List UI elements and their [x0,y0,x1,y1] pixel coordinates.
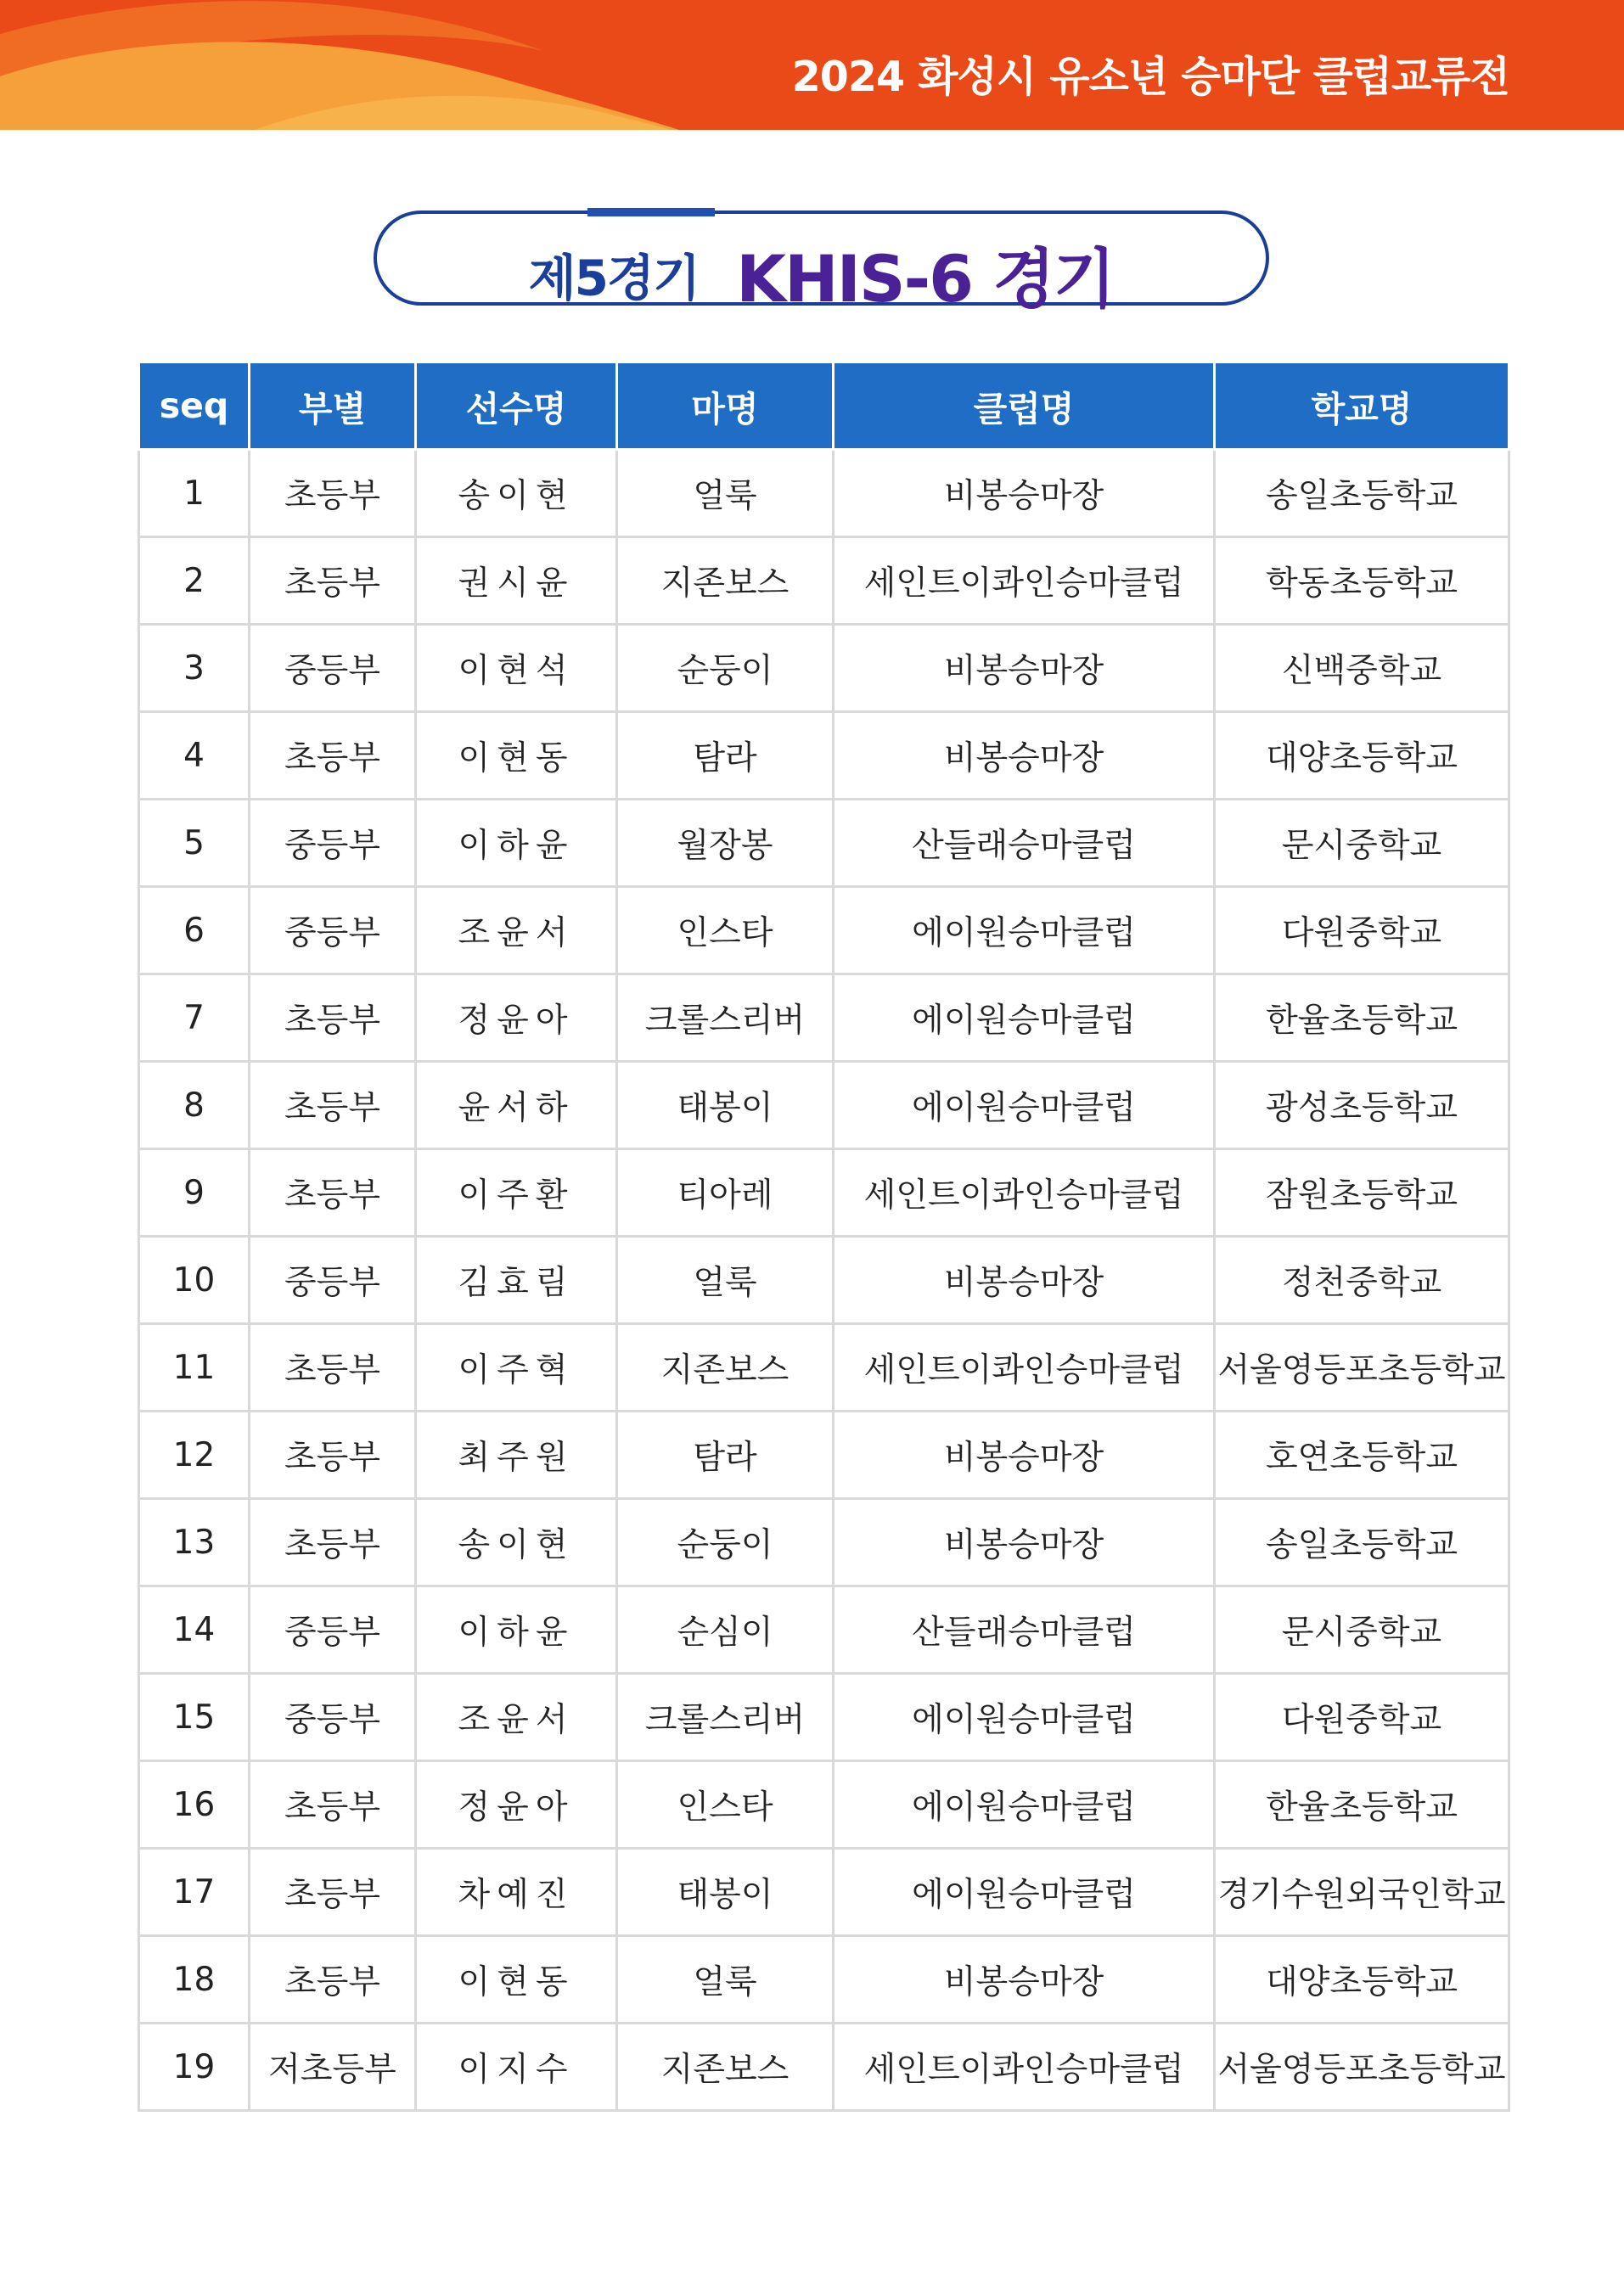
column-header-rider: 선수명 [416,362,617,450]
title-accent-bar [587,208,715,216]
horse-name-cell: 태봉이 [617,1849,834,1936]
school-name-cell: 정천중학교 [1215,1237,1509,1324]
column-header-seq: seq [139,362,250,450]
table-row [139,1324,1509,1412]
column-header-division: 부별 [250,362,416,450]
horse-name-cell: 태봉이 [617,1062,834,1149]
club-name-cell: 비봉승마장 [834,1936,1215,2024]
table-row [139,1149,1509,1237]
horse-name-cell: 얼룩 [617,450,834,537]
seq-cell: 13 [139,1499,250,1586]
club-name-cell: 에이원승마클럽 [834,1761,1215,1849]
table-row [139,1062,1509,1149]
division-cell: 초등부 [250,1761,416,1849]
rider-name-cell: 김효림 [416,1237,617,1324]
division-cell: 초등부 [250,712,416,800]
division-cell: 저초등부 [250,2024,416,2111]
table-row [139,800,1509,887]
table-row [139,887,1509,974]
club-name-cell: 비봉승마장 [834,1499,1215,1586]
seq-cell: 12 [139,1412,250,1499]
division-cell: 중등부 [250,1237,416,1324]
rider-name-cell: 이하윤 [416,800,617,887]
school-name-cell: 신백중학교 [1215,625,1509,712]
division-cell: 초등부 [250,1062,416,1149]
rider-name-cell: 조윤서 [416,1674,617,1761]
seq-cell: 9 [139,1149,250,1237]
division-cell: 초등부 [250,1324,416,1412]
table-row [139,974,1509,1062]
header-banner [0,0,1624,130]
school-name-cell: 경기수원외국인학교 [1215,1849,1509,1936]
horse-name-cell: 크롤스리버 [617,974,834,1062]
table-row [139,1412,1509,1499]
horse-name-cell: 순둥이 [617,625,834,712]
column-header-club: 클럽명 [834,362,1215,450]
club-name-cell: 비봉승마장 [834,625,1215,712]
horse-name-cell: 지존보스 [617,2024,834,2111]
horse-name-cell: 티아레 [617,1149,834,1237]
division-cell: 초등부 [250,537,416,625]
horse-name-cell: 인스타 [617,1761,834,1849]
horse-name-cell: 얼룩 [617,1936,834,2024]
club-name-cell: 에이원승마클럽 [834,1062,1215,1149]
seq-cell: 19 [139,2024,250,2111]
rider-name-cell: 권시윤 [416,537,617,625]
division-cell: 초등부 [250,1849,416,1936]
rider-name-cell: 이현석 [416,625,617,712]
school-name-cell: 문시중학교 [1215,1586,1509,1674]
club-name-cell: 비봉승마장 [834,712,1215,800]
table-row [139,1761,1509,1849]
rider-name-cell: 이현동 [416,1936,617,2024]
column-header-school: 학교명 [1215,362,1509,450]
school-name-cell: 대양초등학교 [1215,712,1509,800]
table-row [139,1499,1509,1586]
rider-name-cell: 윤서하 [416,1062,617,1149]
roster-table [138,361,1510,2112]
club-name-cell: 비봉승마장 [834,1237,1215,1324]
game-title-box [374,211,1269,317]
school-name-cell: 송일초등학교 [1215,1499,1509,1586]
table-row [139,1849,1509,1936]
school-name-cell: 호연초등학교 [1215,1412,1509,1499]
seq-cell: 11 [139,1324,250,1412]
rider-name-cell: 송이현 [416,450,617,537]
table-row [139,450,1509,537]
horse-name-cell: 지존보스 [617,537,834,625]
division-cell: 초등부 [250,1149,416,1237]
club-name-cell: 비봉승마장 [834,1412,1215,1499]
horse-name-cell: 크롤스리버 [617,1674,834,1761]
school-name-cell: 한율초등학교 [1215,974,1509,1062]
rider-name-cell: 이주환 [416,1149,617,1237]
horse-name-cell: 인스타 [617,887,834,974]
table-row [139,625,1509,712]
rider-name-cell: 정윤아 [416,974,617,1062]
school-name-cell: 한율초등학교 [1215,1761,1509,1849]
rider-name-cell: 차예진 [416,1849,617,1936]
table-row [139,1237,1509,1324]
game-name: KHIS-6 경기 [736,241,1115,317]
school-name-cell: 대양초등학교 [1215,1936,1509,2024]
seq-cell: 16 [139,1761,250,1849]
club-name-cell: 에이원승마클럽 [834,1674,1215,1761]
school-name-cell: 광성초등학교 [1215,1062,1509,1149]
event-title: 2024 화성시 유소년 승마단 클럽교류전 [791,53,1509,101]
seq-cell: 10 [139,1237,250,1324]
seq-cell: 3 [139,625,250,712]
seq-cell: 1 [139,450,250,537]
division-cell: 초등부 [250,974,416,1062]
division-cell: 중등부 [250,1674,416,1761]
seq-cell: 5 [139,800,250,887]
division-cell: 중등부 [250,1586,416,1674]
horse-name-cell: 월장봉 [617,800,834,887]
club-name-cell: 세인트이콰인승마클럽 [834,537,1215,625]
table-row [139,1936,1509,2024]
seq-cell: 18 [139,1936,250,2024]
column-header-horse: 마명 [617,362,834,450]
school-name-cell: 서울영등포초등학교 [1215,2024,1509,2111]
club-name-cell: 세인트이콰인승마클럽 [834,1149,1215,1237]
rider-name-cell: 이하윤 [416,1586,617,1674]
seq-cell: 7 [139,974,250,1062]
club-name-cell: 에이원승마클럽 [834,974,1215,1062]
division-cell: 초등부 [250,1936,416,2024]
division-cell: 초등부 [250,1499,416,1586]
division-cell: 중등부 [250,800,416,887]
table-row [139,537,1509,625]
club-name-cell: 산들래승마클럽 [834,1586,1215,1674]
table-row [139,1586,1509,1674]
seq-cell: 17 [139,1849,250,1936]
table-header-row [139,362,1509,450]
club-name-cell: 산들래승마클럽 [834,800,1215,887]
game-number: 제5경기 [528,249,700,307]
rider-name-cell: 최주원 [416,1412,617,1499]
school-name-cell: 학동초등학교 [1215,537,1509,625]
rider-name-cell: 이지수 [416,2024,617,2111]
horse-name-cell: 지존보스 [617,1324,834,1412]
rider-name-cell: 이주혁 [416,1324,617,1412]
seq-cell: 8 [139,1062,250,1149]
horse-name-cell: 얼룩 [617,1237,834,1324]
school-name-cell: 문시중학교 [1215,800,1509,887]
school-name-cell: 다원중학교 [1215,887,1509,974]
club-name-cell: 비봉승마장 [834,450,1215,537]
horse-name-cell: 탐라 [617,1412,834,1499]
table-row [139,1674,1509,1761]
rider-name-cell: 정윤아 [416,1761,617,1849]
division-cell: 초등부 [250,1412,416,1499]
rider-name-cell: 조윤서 [416,887,617,974]
table-body [139,450,1509,2111]
division-cell: 중등부 [250,887,416,974]
seq-cell: 4 [139,712,250,800]
school-name-cell: 서울영등포초등학교 [1215,1324,1509,1412]
seq-cell: 6 [139,887,250,974]
table-row [139,2024,1509,2111]
division-cell: 초등부 [250,450,416,537]
club-name-cell: 세인트이콰인승마클럽 [834,1324,1215,1412]
horse-name-cell: 탐라 [617,712,834,800]
division-cell: 중등부 [250,625,416,712]
school-name-cell: 다원중학교 [1215,1674,1509,1761]
table-row [139,712,1509,800]
horse-name-cell: 순심이 [617,1586,834,1674]
school-name-cell: 송일초등학교 [1215,450,1509,537]
rider-name-cell: 이현동 [416,712,617,800]
club-name-cell: 에이원승마클럽 [834,887,1215,974]
seq-cell: 15 [139,1674,250,1761]
club-name-cell: 에이원승마클럽 [834,1849,1215,1936]
club-name-cell: 세인트이콰인승마클럽 [834,2024,1215,2111]
seq-cell: 2 [139,537,250,625]
seq-cell: 14 [139,1586,250,1674]
rider-name-cell: 송이현 [416,1499,617,1586]
school-name-cell: 잠원초등학교 [1215,1149,1509,1237]
horse-name-cell: 순둥이 [617,1499,834,1586]
